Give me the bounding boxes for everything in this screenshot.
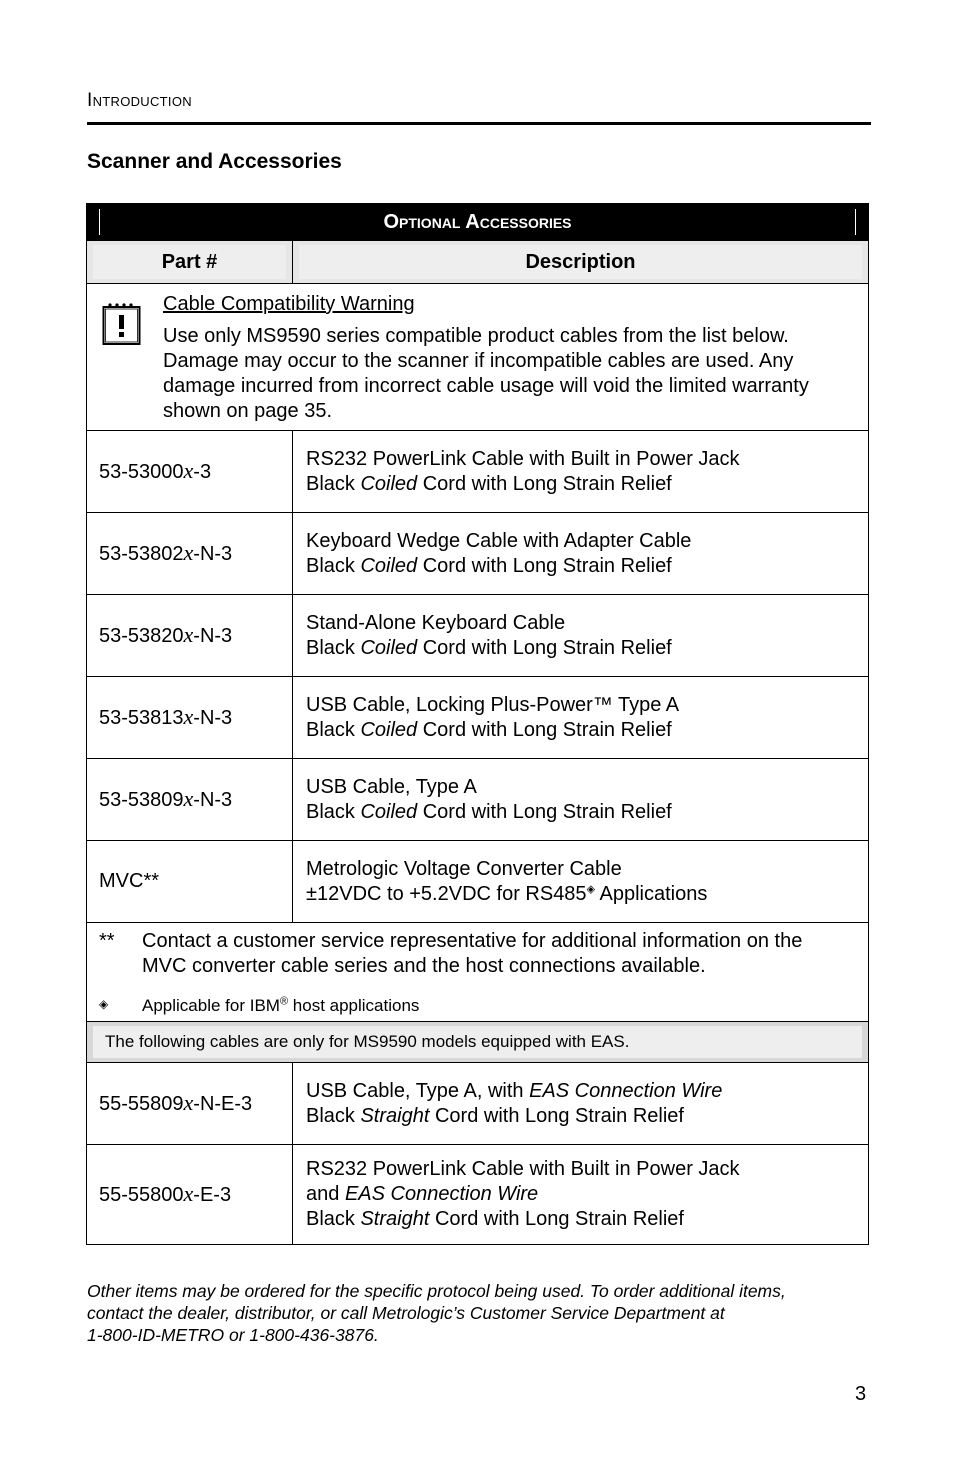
page-header (87, 88, 871, 125)
optional-accessories-table (86, 203, 869, 1245)
table-row (87, 677, 869, 759)
description: Metrologic Voltage Converter Cable ±12VDC to +5.2VDC for RS485◈ Applications (293, 841, 869, 923)
footnote-text-ibm: Applicable for IBM® host applications (142, 995, 420, 1015)
part-number: MVC** (87, 841, 293, 923)
table-row (87, 759, 869, 841)
description: USB Cable, Type A, with EAS Connection Wire Black Straight Cord with Long Strain Relief (293, 1063, 869, 1145)
description: RS232 PowerLink Cable with Built in Power Jack Black Coiled Cord with Long Strain Relief (293, 431, 869, 513)
part-number: 53-53802x-N-3 (87, 513, 293, 595)
caution-note-icon (102, 301, 141, 346)
warning-title: Cable Compatibility Warning (163, 293, 415, 315)
description: USB Cable, Type A Black Coiled Cord with Long Strain Relief (293, 759, 869, 841)
page-number: 3 (855, 1383, 867, 1405)
table-row (87, 841, 869, 923)
table-row (87, 513, 869, 595)
description: RS232 PowerLink Cable with Built in Power Jack and EAS Connection Wire Black Straight Cord with Long Strain Relief (293, 1145, 869, 1245)
header-title: Introduction (87, 90, 192, 111)
part-number: 53-53809x-N-3 (87, 759, 293, 841)
table-row (87, 595, 869, 677)
part-number: 55-55809x-N-E-3 (87, 1063, 293, 1145)
column-header-part: Part # (87, 241, 293, 284)
table-title: Optional Accessories (99, 209, 856, 235)
footnote-mark: ** (99, 930, 115, 952)
warning-body: Use only MS9590 series compatible product cables from the list below. Damage may occur to the scanner if incompatible cables are used. Any damage incurred from incorrect cable usage will void the limited warranty shown on page 35. (163, 325, 809, 422)
description: Stand-Alone Keyboard Cable Black Coiled Cord with Long Strain Relief (293, 595, 869, 677)
column-header-description: Description (293, 241, 869, 284)
table-row (87, 1063, 869, 1145)
table-title-cell (87, 204, 869, 241)
section-title: Scanner and Accessories (87, 150, 342, 173)
diamond-footnote-icon: ◈ (99, 997, 109, 1011)
ordering-note: Other items may be ordered for the specific protocol being used. To order additional items, contact the dealer, distributor, or call Metrologic’s Customer Service Department at 1-800-ID-METRO or 1-800-436-3876. (87, 1281, 786, 1345)
footnotes-cell (87, 923, 869, 1022)
warning-cell (87, 284, 869, 431)
part-number: 53-53820x-N-3 (87, 595, 293, 677)
table-row (87, 1145, 869, 1245)
table-row (87, 431, 869, 513)
eas-banner: The following cables are only for MS9590 models equipped with EAS. (87, 1022, 869, 1063)
footnote-text: Contact a customer service representative for additional information on the MVC converter cable series and the host connections available. (142, 930, 803, 977)
part-number: 53-53000x-3 (87, 431, 293, 513)
description: USB Cable, Locking Plus-Power™ Type A Black Coiled Cord with Long Strain Relief (293, 677, 869, 759)
description: Keyboard Wedge Cable with Adapter Cable Black Coiled Cord with Long Strain Relief (293, 513, 869, 595)
part-number: 53-53813x-N-3 (87, 677, 293, 759)
part-number: 55-55800x-E-3 (87, 1145, 293, 1245)
